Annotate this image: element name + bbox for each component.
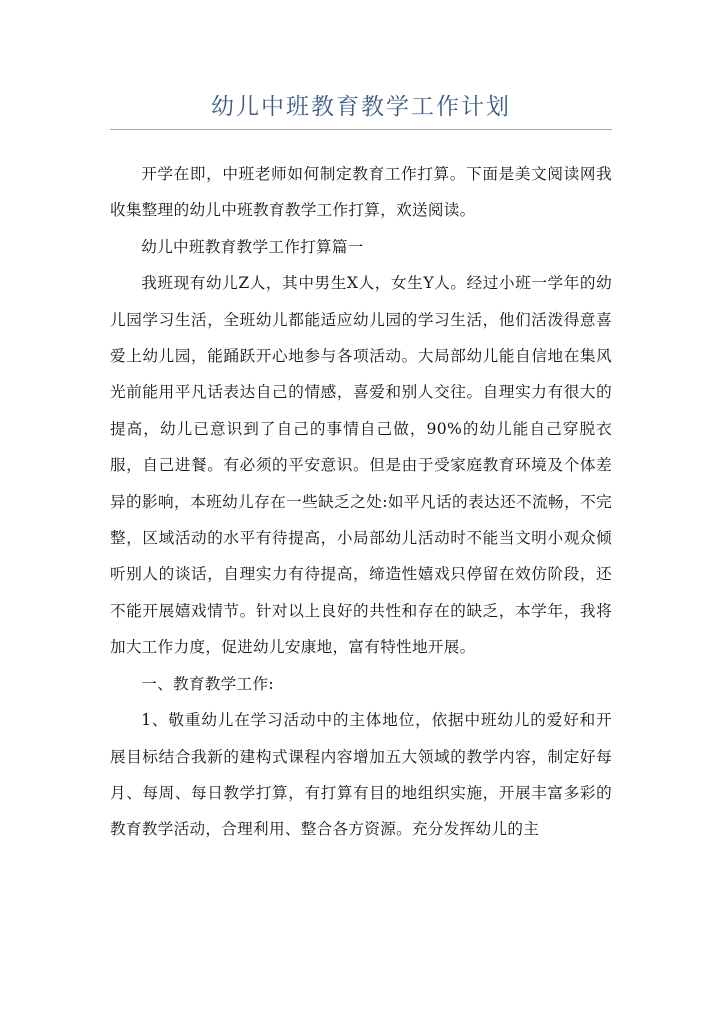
- class-overview-paragraph: 我班现有幼儿Z人，其中男生X人，女生Y人。经过小班一学年的幼儿园学习生活，全班幼儿都能适应幼儿园的学习生活，他们活泼得意喜爱上幼儿园，能踊跃开心地参与各项活动。大局部幼儿能自信地在集风光前能用平凡话表达自己的情感，喜爱和别人交往。自理实力有很大的提高，幼儿已意识到了自己的事情自己做，90%的幼儿能自己穿脱衣服，自己进餐。有必须的平安意识。但是由于受家庭教育环境及个体差异的影响，本班幼儿存在一些缺乏之处:如平凡话的表达还不流畅，不完整，区域活动的水平有待提高，小局部幼儿活动时不能当文明小观众倾听别人的谈话，自理实力有待提高，缔造性嬉戏只停留在效仿阶段，还不能开展嬉戏情节。针对以上良好的共性和存在的缺乏，本学年，我将加大工作力度，促进幼儿安康地，富有特性地开展。: [110, 274, 612, 657]
- document-title: 幼儿中班教育教学工作计划: [211, 94, 511, 120]
- section-heading-plan-one: 幼儿中班教育教学工作打算篇一: [141, 237, 364, 256]
- intro-paragraph: 开学在即，中班老师如何制定教育工作打算。下面是美文阅读网我收集整理的幼儿中班教育教学工作打算，欢送阅读。: [110, 165, 612, 220]
- teaching-item-1-paragraph: 1、敬重幼儿在学习活动中的主体地位，依据中班幼儿的爱好和开展目标结合我新的建构式课程内容增加五大领域的教学内容，制定好每月、每周、每日教学打算，有打算有目的地组织实施，开展丰富多彩的教育教学活动，合理利用、整合各方资源。充分发挥幼儿的主: [110, 711, 612, 839]
- title-divider: [110, 129, 612, 130]
- document-body: [110, 156, 612, 848]
- section-heading-teaching-work: 一、教育教学工作:: [141, 674, 274, 693]
